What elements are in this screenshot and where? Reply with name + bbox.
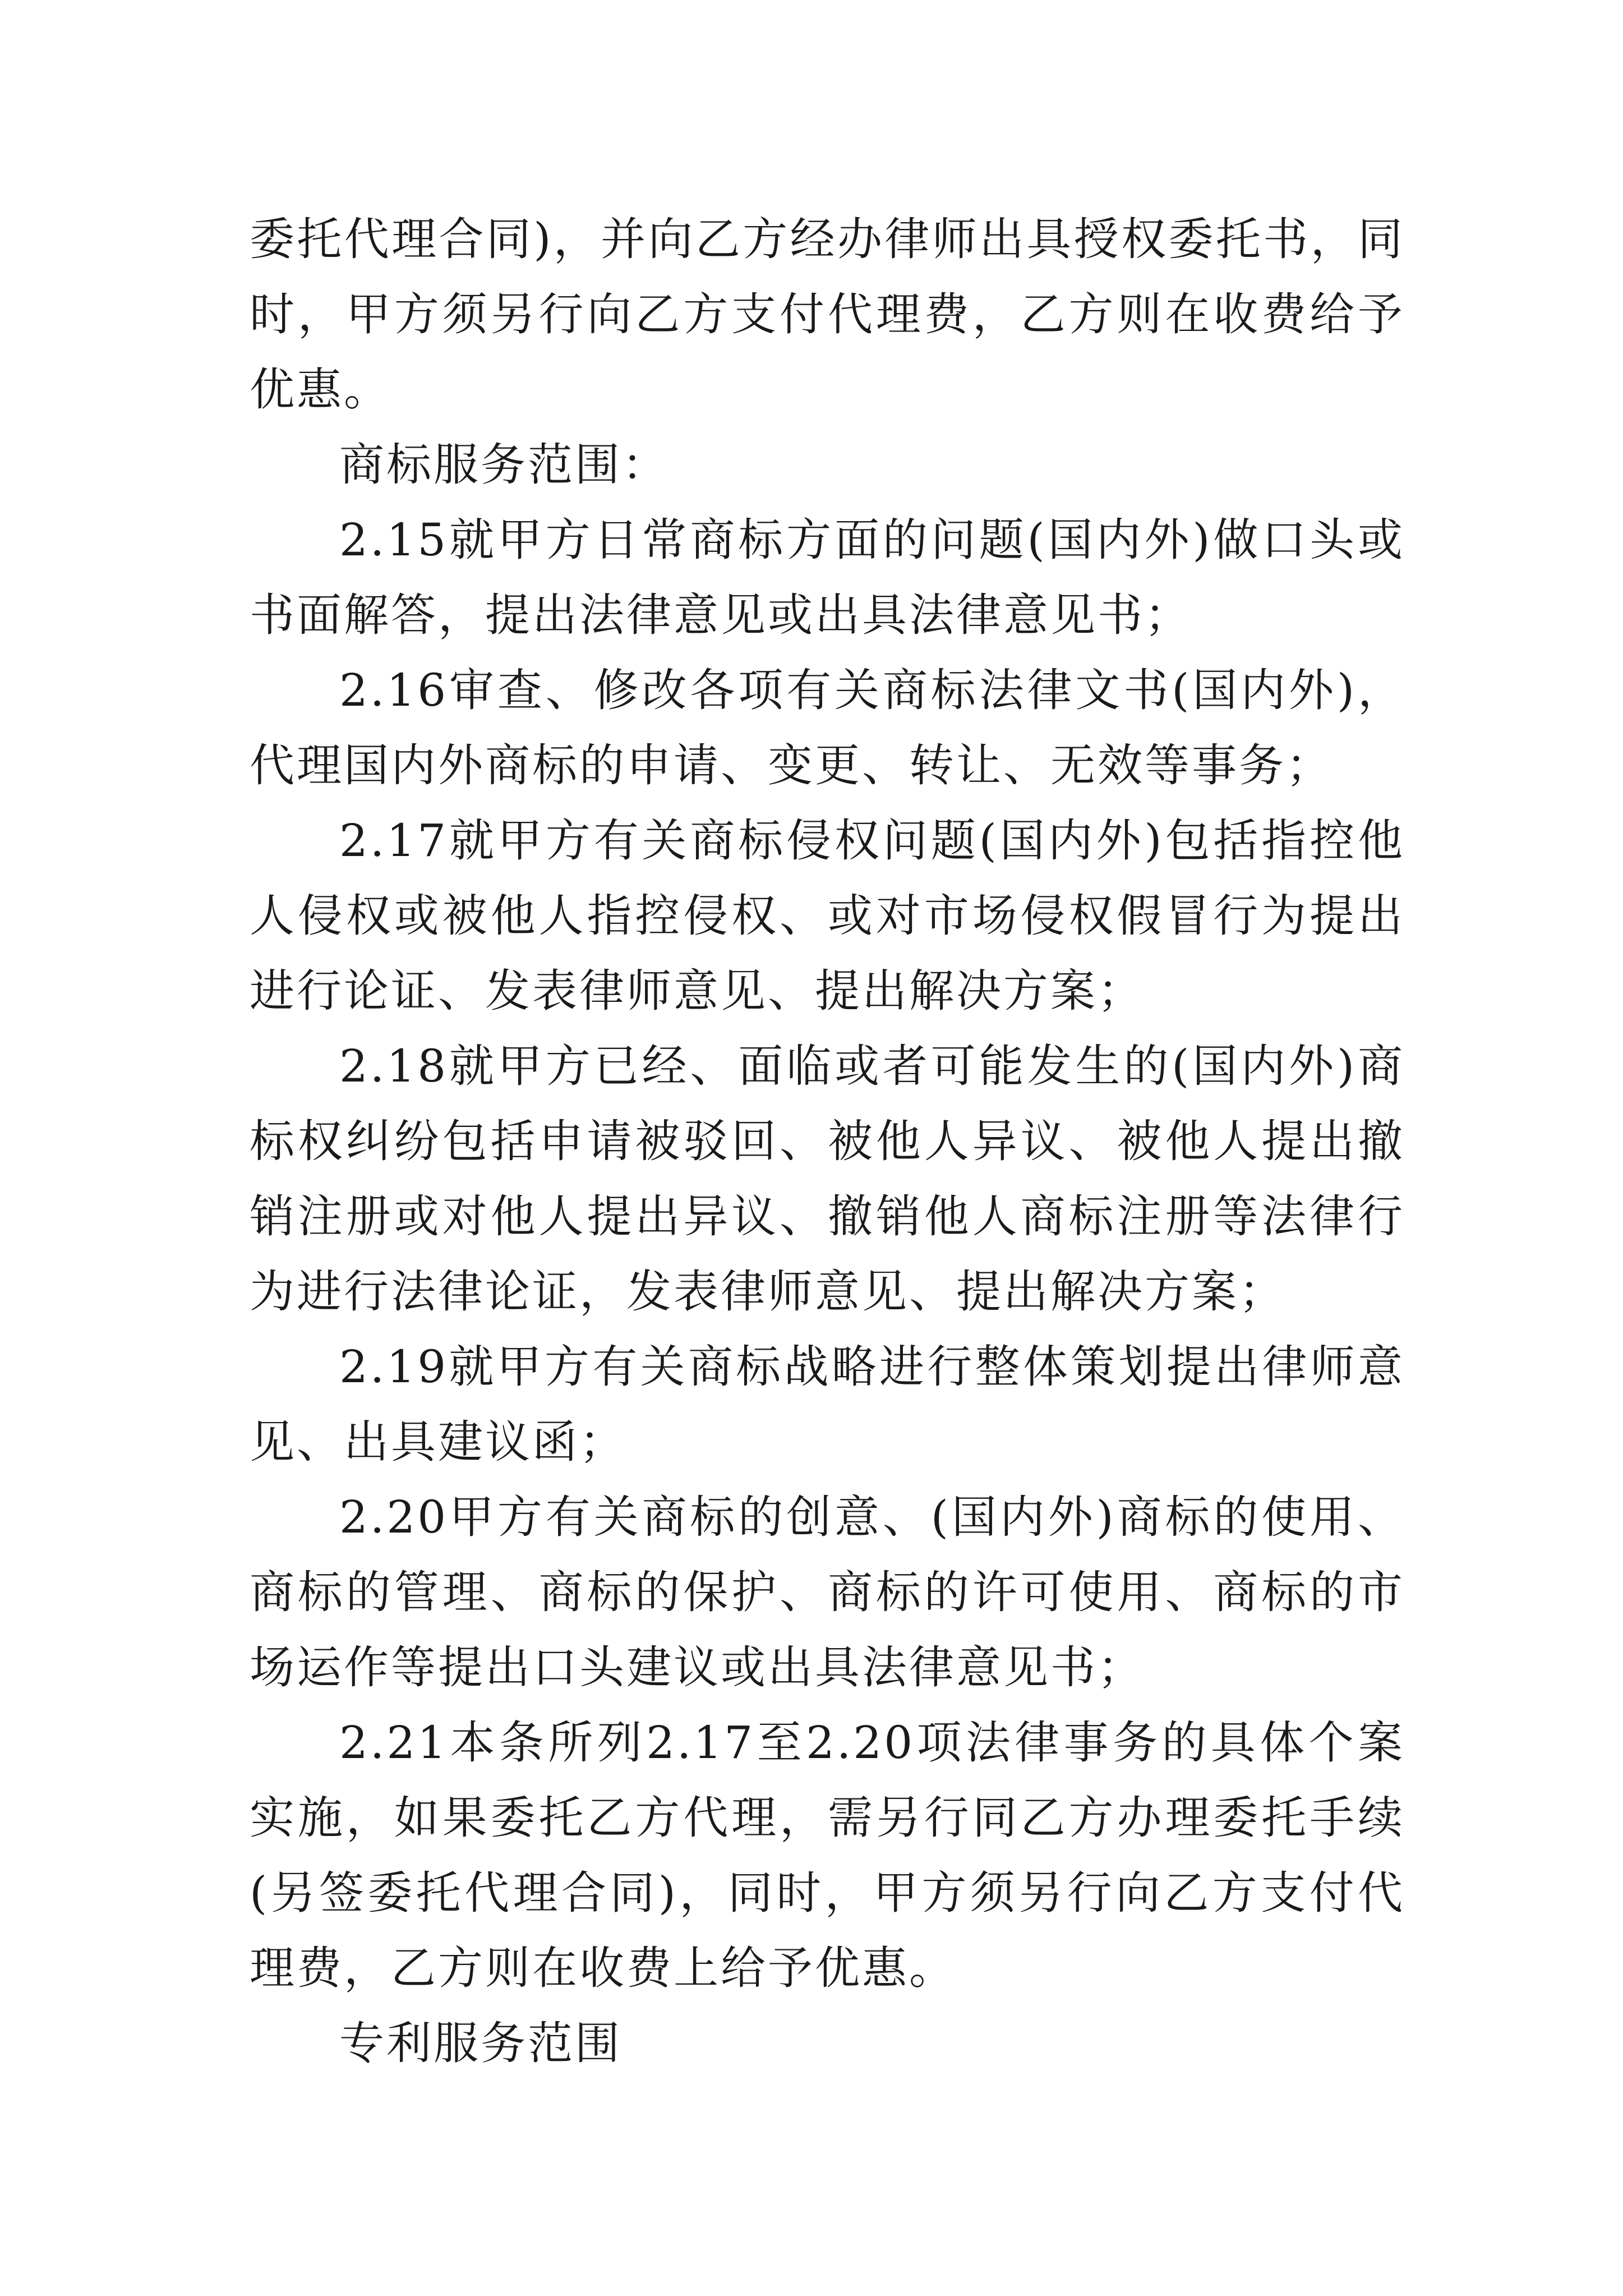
section-heading-patent-services: 专利服务范围 bbox=[339, 2017, 622, 2069]
clause-2-20: 2.20甲方有关商标的创意、(国内外)商标的使用、商标的管理、商标的保护、商标的许可使用、商标的市场运作等提出口头建议或出具法律意见书； bbox=[250, 1491, 1405, 1694]
clause-2-17: 2.17就甲方有关商标侵权问题(国内外)包括指控他人侵权或被他人指控侵权、或对市场侵权假冒行为提出进行论证、发表律师意见、提出解决方案； bbox=[250, 815, 1405, 1017]
clause-2-18: 2.18就甲方已经、面临或者可能发生的(国内外)商标权纠纷包括申请被驳回、被他人异议、被他人提出撤销注册或对他人提出异议、撤销他人商标注册等法律行为进行法律论证，发表律师意见、提出解决方案； bbox=[250, 1040, 1405, 1318]
paragraph-continuation: 委托代理合同)，并向乙方经办律师出具授权委托书，同时，甲方须另行向乙方支付代理费，乙方则在收费给予优惠。 bbox=[250, 213, 1405, 416]
document-body bbox=[250, 202, 1405, 2081]
section-heading-trademark-services: 商标服务范围： bbox=[339, 439, 669, 491]
clause-2-19: 2.19就甲方有关商标战略进行整体策划提出律师意见、出具建议函； bbox=[250, 1341, 1405, 1468]
clause-2-16: 2.16审查、修改各项有关商标法律文书(国内外)，代理国内外商标的申请、变更、转让、无效等事务； bbox=[250, 664, 1405, 792]
clause-2-21: 2.21本条所列2.17至2.20项法律事务的具体个案实施，如果委托乙方代理，需另行同乙方办理委托手续(另签委托代理合同)，同时，甲方须另行向乙方支付代理费，乙方则在收费上给予优惠。 bbox=[250, 1717, 1405, 1994]
clause-2-15: 2.15就甲方日常商标方面的问题(国内外)做口头或书面解答，提出法律意见或出具法律意见书； bbox=[250, 514, 1405, 641]
